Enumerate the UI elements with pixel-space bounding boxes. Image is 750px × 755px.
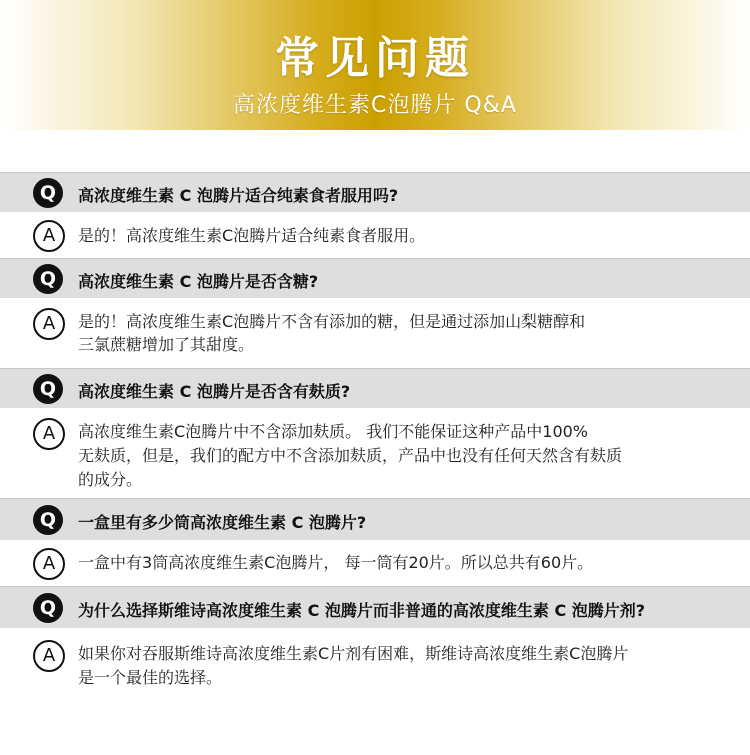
header-banner — [0, 0, 750, 130]
faq-question: 高浓度维生素 C 泡腾片是否含糖? — [78, 272, 319, 291]
a-badge-icon: A — [33, 548, 65, 580]
faq-question-row — [0, 498, 750, 540]
faq-answer-row — [0, 540, 750, 586]
faq-answer-line: 是一个最佳的选择。 — [78, 668, 223, 687]
faq-answer-line: 如果你对吞服斯维诗高浓度维生素C片剂有困难，斯维诗高浓度维生素C泡腾片 — [78, 644, 629, 663]
faq-question: 高浓度维生素 C 泡腾片适合纯素食者服用吗? — [78, 186, 399, 205]
a-badge-icon: A — [33, 418, 65, 450]
faq-answer-row — [0, 212, 750, 258]
faq-question-row — [0, 586, 750, 628]
a-badge-icon: A — [33, 220, 65, 252]
faq-answer-row — [0, 628, 750, 698]
faq-question: 为什么选择斯维诗高浓度维生素 C 泡腾片而非普通的高浓度维生素 C 泡腾片剂? — [78, 601, 646, 620]
faq-question-row — [0, 172, 750, 212]
faq-answer-line: 一盒中有3筒高浓度维生素C泡腾片， 每一筒有20片。所以总共有60片。 — [78, 553, 594, 572]
faq-answer-line: 高浓度维生素C泡腾片中不含添加麸质。 我们不能保证这种产品中100% — [78, 422, 589, 441]
q-badge-icon: Q — [33, 593, 63, 623]
a-badge-icon: A — [33, 308, 65, 340]
q-badge-icon: Q — [33, 178, 63, 208]
faq-question: 一盒里有多少筒高浓度维生素 C 泡腾片? — [78, 513, 367, 532]
page-subtitle: 高浓度维生素C泡腾片 Q&A — [233, 93, 517, 118]
faq-question-row — [0, 368, 750, 408]
faq-answer-row — [0, 408, 750, 498]
faq-answer-line: 无麸质，但是，我们的配方中不含添加麸质，产品中也没有任何天然含有麸质 — [78, 446, 623, 465]
page-title: 常见问题 — [275, 33, 475, 84]
faq-answer-line: 是的！高浓度维生素C泡腾片不含有添加的糖，但是通过添加山梨糖醇和 — [78, 312, 586, 331]
faq-answer-line: 三氯蔗糖增加了其甜度。 — [78, 335, 255, 354]
faq-answer-row — [0, 298, 750, 368]
faq-answer-line: 是的！高浓度维生素C泡腾片适合纯素食者服用。 — [78, 226, 426, 245]
faq-answer-line: 的成分。 — [78, 470, 143, 489]
a-badge-icon: A — [33, 640, 65, 672]
faq-question-row — [0, 258, 750, 298]
q-badge-icon: Q — [33, 264, 63, 294]
q-badge-icon: Q — [33, 374, 63, 404]
q-badge-icon: Q — [33, 505, 63, 535]
faq-question: 高浓度维生素 C 泡腾片是否含有麸质? — [78, 382, 351, 401]
